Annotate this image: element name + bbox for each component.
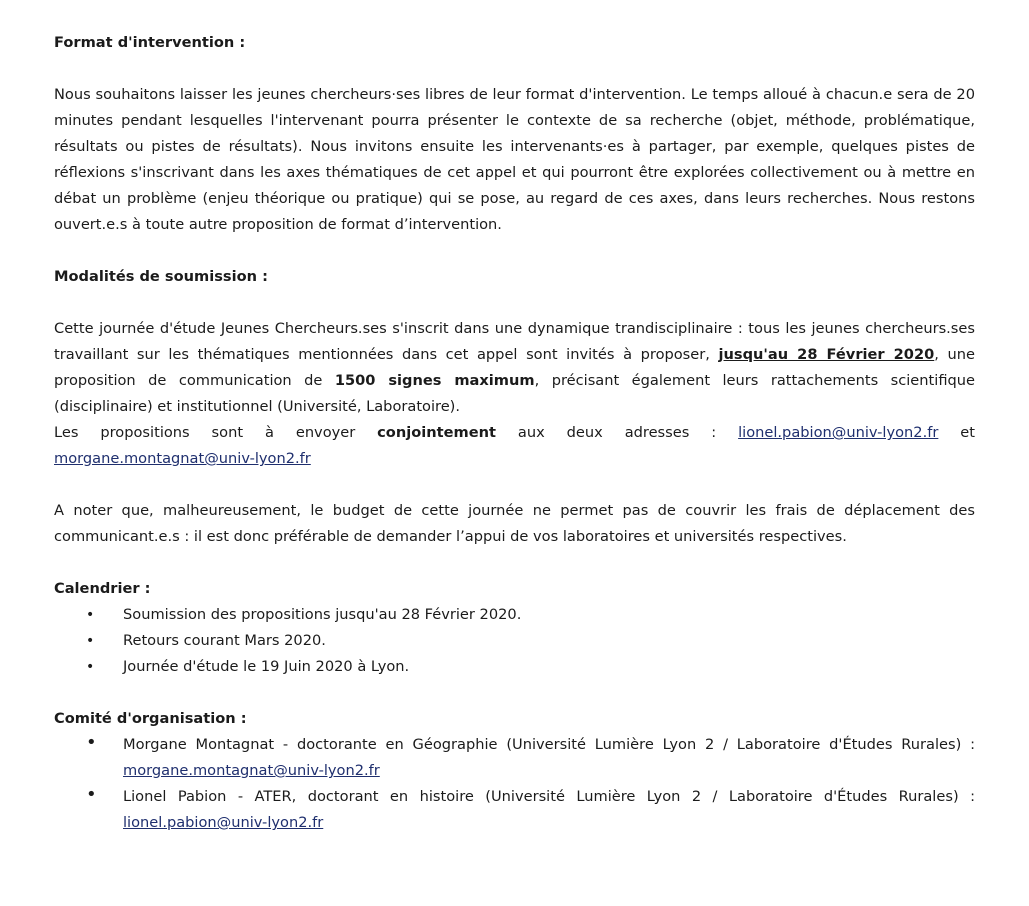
bullet-icon: • [86, 659, 95, 675]
calendar-item-text: Soumission des propositions jusqu'au 28 Février 2020. [123, 606, 522, 623]
committee-list [54, 732, 975, 836]
submission-text-2: , une proposition de communication de [54, 346, 975, 389]
list-item [54, 628, 975, 654]
document-body [54, 30, 975, 836]
addresses-and: et [938, 424, 975, 441]
submission-addresses-paragraph [54, 420, 975, 472]
calendar-item-text: Retours courant Mars 2020. [123, 632, 326, 649]
addresses-jointly: conjointement [377, 424, 496, 441]
format-paragraph: Nous souhaitons laisser les jeunes chercheurs·ses libres de leur format d'intervention. Le temps alloué à chacun.e sera de 20 minutes pendant lesquelles l'intervenant pourra présenter le contexte de sa recherche (objet, méthode, problématique, résultats ou pistes de résultats). Nous invitons ensuite les intervenants·es à partager, par exemple, quelques pistes de réflexions s'inscrivant dans les axes thématiques de cet appel et qui pourront être explorées collectivement ou à mettre en débat un problème (enjeu théorique ou pratique) qui se pose, au regard de ces axes, dans leurs recherches. Nous restons ouvert.e.s à toute autre proposition de format d’intervention. [54, 86, 975, 233]
submission-paragraph [54, 316, 975, 420]
list-item [54, 602, 975, 628]
email-link-morgane[interactable]: morgane.montagnat@univ-lyon2.fr [54, 450, 311, 467]
calendar-list [54, 602, 975, 680]
addresses-text-2: aux deux adresses : [496, 424, 739, 441]
submission-signs-limit: 1500 signes maximum [334, 372, 535, 389]
committee-member-text: Lionel Pabion - ATER, doctorant en histoire (Université Lumière Lyon 2 / Laboratoire d'Études Rurales) : [123, 788, 975, 805]
submission-heading: Modalités de soumission : [54, 268, 268, 285]
list-item [54, 732, 975, 784]
bullet-icon: • [86, 784, 97, 805]
email-link-lionel[interactable]: lionel.pabion@univ-lyon2.fr [123, 814, 324, 831]
format-heading: Format d'intervention : [54, 34, 246, 51]
committee-member-text: Morgane Montagnat - doctorante en Géographie (Université Lumière Lyon 2 / Laboratoire d'Études Rurales) : [123, 736, 975, 753]
email-link-morgane[interactable]: morgane.montagnat@univ-lyon2.fr [123, 762, 380, 779]
submission-text-1: Cette journée d'étude Jeunes Chercheurs.ses s'inscrit dans une dynamique trandisciplinaire : tous les jeunes chercheurs.ses travaillant sur les thématiques mentionnées dans cet appel sont invités à proposer, [54, 320, 975, 363]
submission-deadline: jusqu'au 28 Février 2020 [718, 346, 935, 363]
note-paragraph: A noter que, malheureusement, le budget de cette journée ne permet pas de couvrir les frais de déplacement des communicant.e.s : il est donc préférable de demander l’appui de vos laboratoires et universités respectives. [54, 502, 975, 545]
list-item [54, 784, 975, 836]
submission-text-3: , précisant également leurs rattachements scientifique (disciplinaire) et institutionnel (Université, Laboratoire). [54, 372, 975, 415]
list-item [54, 654, 975, 680]
addresses-text-1: Les propositions sont à envoyer [54, 424, 378, 441]
bullet-icon: • [86, 633, 95, 649]
committee-heading: Comité d'organisation : [54, 710, 247, 727]
calendar-item-text: Journée d'étude le 19 Juin 2020 à Lyon. [123, 658, 410, 675]
bullet-icon: • [86, 607, 95, 623]
bullet-icon: • [86, 732, 97, 753]
email-link-lionel[interactable]: lionel.pabion@univ-lyon2.fr [738, 424, 939, 441]
calendar-heading: Calendrier : [54, 580, 151, 597]
